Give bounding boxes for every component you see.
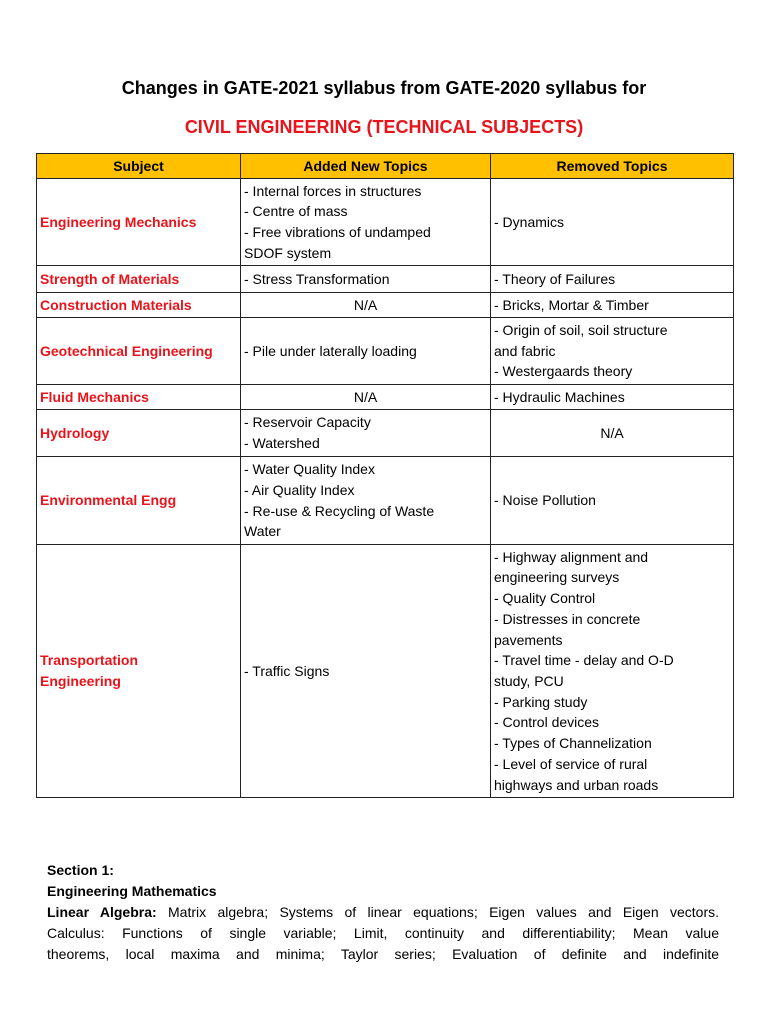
added-cell: - Reservoir Capacity - Watershed bbox=[241, 410, 491, 457]
table-row bbox=[37, 179, 734, 266]
linear-algebra-label: Linear Algebra: bbox=[47, 904, 157, 920]
table-header-row bbox=[37, 154, 734, 179]
removed-cell: - Origin of soil, soil structure and fabric - Westergaards theory bbox=[491, 318, 734, 385]
syllabus-changes-table bbox=[36, 153, 734, 798]
calculus-line-2: theorems, local maxima and minima; Taylor series; Evaluation of definite and indefinite bbox=[47, 946, 719, 962]
added-cell: - Traffic Signs bbox=[241, 545, 491, 798]
document-title: Changes in GATE-2021 syllabus from GATE-2020 syllabus for bbox=[121, 78, 647, 98]
subject-cell: Geotechnical Engineering bbox=[37, 318, 241, 385]
table-row bbox=[37, 410, 734, 457]
removed-cell: - Noise Pollution bbox=[491, 457, 734, 545]
table-row bbox=[37, 385, 734, 410]
table-row bbox=[37, 266, 734, 293]
removed-cell: - Hydraulic Machines bbox=[491, 385, 734, 410]
section-title: Engineering Mathematics bbox=[47, 883, 217, 899]
table-row bbox=[37, 457, 734, 545]
header-subject: Subject bbox=[37, 154, 241, 179]
table-row bbox=[37, 318, 734, 385]
added-cell: N/A bbox=[241, 385, 491, 410]
subject-cell: Engineering Mechanics bbox=[37, 179, 241, 266]
linear-algebra-paragraph bbox=[47, 902, 719, 923]
added-cell: - Pile under laterally loading bbox=[241, 318, 491, 385]
added-cell: N/A bbox=[241, 293, 491, 318]
header-removed: Removed Topics bbox=[491, 154, 734, 179]
subject-cell: Construction Materials bbox=[37, 293, 241, 318]
table-row bbox=[37, 293, 734, 318]
subject-cell: Fluid Mechanics bbox=[37, 385, 241, 410]
document-subtitle: CIVIL ENGINEERING (TECHNICAL SUBJECTS) bbox=[184, 117, 584, 137]
removed-cell: - Highway alignment and engineering surveys - Quality Control - Distresses in concrete pavements - Travel time - delay and O-D study, PCU - Parking study - Control devices - Types of Channelization - Level of service of rural highways and urban roads bbox=[491, 545, 734, 798]
added-cell: - Internal forces in structures - Centre of mass - Free vibrations of undamped SDOF system bbox=[241, 179, 491, 266]
removed-cell: - Dynamics bbox=[491, 179, 734, 266]
calculus-line-1: Calculus: Functions of single variable; Limit, continuity and differentiability; Mean value bbox=[47, 925, 719, 941]
added-cell: - Water Quality Index - Air Quality Index - Re-use & Recycling of Waste Water bbox=[241, 457, 491, 545]
removed-cell: N/A bbox=[491, 410, 734, 457]
header-added: Added New Topics bbox=[241, 154, 491, 179]
linear-algebra-text: Matrix algebra; Systems of linear equations; Eigen values and Eigen vectors. bbox=[156, 904, 719, 920]
section-1 bbox=[47, 860, 719, 965]
subject-cell: Strength of Materials bbox=[37, 266, 241, 293]
subject-cell: Hydrology bbox=[37, 410, 241, 457]
table-row bbox=[37, 545, 734, 798]
subject-cell: Transportation Engineering bbox=[37, 545, 241, 798]
subject-cell: Environmental Engg bbox=[37, 457, 241, 545]
added-cell: - Stress Transformation bbox=[241, 266, 491, 293]
removed-cell: - Bricks, Mortar & Timber bbox=[491, 293, 734, 318]
removed-cell: - Theory of Failures bbox=[491, 266, 734, 293]
section-heading: Section 1: bbox=[47, 862, 114, 878]
